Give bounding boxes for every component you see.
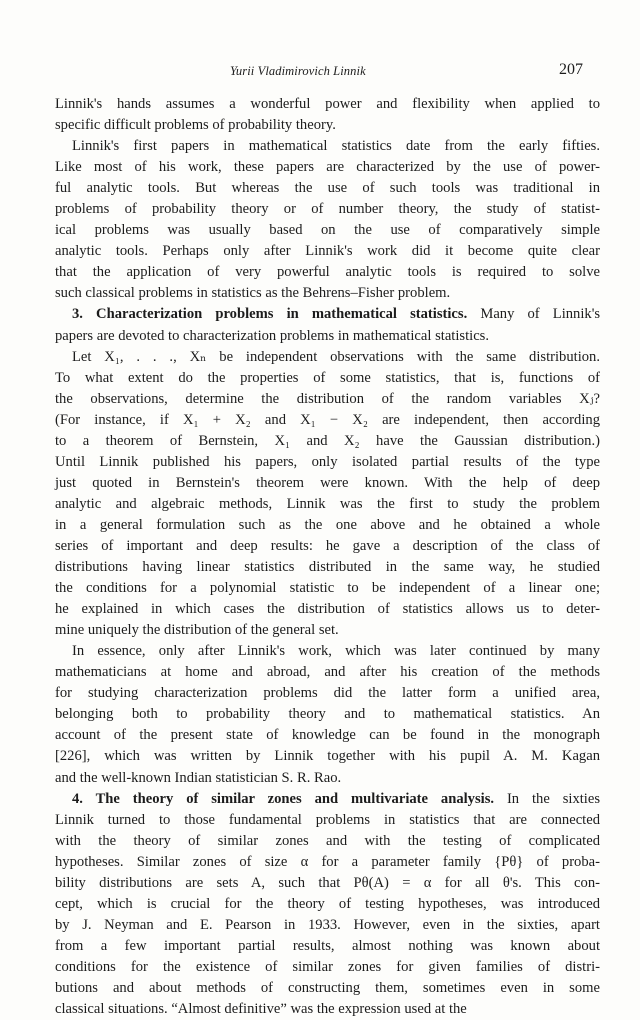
line-text: Like most of his work, these papers are characterized by the use of power-	[55, 159, 600, 176]
line-text: Many of Linnik's	[467, 306, 601, 323]
page-header	[230, 60, 583, 82]
line-text: papers are devoted to characterization problems in mathematical statistics.	[55, 327, 489, 344]
line-text: with the theory of similar zones and with the testing of complicated	[55, 832, 600, 849]
text-line	[55, 536, 600, 557]
text-line	[55, 599, 600, 620]
line-text: distributions having linear statistics distributed in the same way, he studied	[55, 559, 600, 576]
text-line	[55, 936, 600, 957]
line-text: To what extent do the properties of some statistics, that is, functions of	[55, 369, 600, 386]
line-text: such classical problems in statistics as the Behrens–Fisher problem.	[55, 285, 451, 302]
text-line	[55, 915, 600, 936]
line-text: he explained in which cases the distribution of statistics allows us to deter-	[55, 601, 600, 618]
text-line	[55, 662, 600, 683]
text-line	[55, 136, 600, 157]
section-heading: 4. The theory of similar zones and multivariate analysis.	[72, 790, 495, 807]
line-text: Linnik's first papers in mathematical statistics date from the early fifties.	[72, 138, 600, 155]
text-line	[55, 115, 600, 136]
line-text: mine uniquely the distribution of the general set.	[55, 622, 339, 639]
line-text: analytic and algebraic methods, Linnik was the first to study the problem	[55, 495, 600, 512]
line-text: butions and about methods of constructing them, sometimes even in some	[55, 979, 600, 996]
text-line	[55, 789, 600, 810]
line-text: for studying characterization problems did the latter form a unified area,	[55, 685, 600, 702]
text-line	[55, 957, 600, 978]
text-line	[55, 746, 600, 767]
line-text: bility distributions are sets A, such that Pθ(A) = α for all θ's. This con-	[55, 874, 600, 891]
text-line	[55, 389, 600, 410]
line-text: Linnik turned to those fundamental problems in statistics that are connected	[55, 811, 600, 828]
line-text: from a few important partial results, almost nothing was known about	[55, 937, 600, 954]
text-line	[55, 704, 600, 725]
line-text: mathematicians at home and abroad, and after his creation of the methods	[55, 664, 600, 681]
text-line	[55, 410, 600, 431]
text-line	[55, 515, 600, 536]
line-text: Let X₁, . . ., Xₙ be independent observations with the same distribution.	[72, 348, 600, 365]
text-line	[55, 304, 600, 325]
text-line	[55, 220, 600, 241]
line-text: series of important and deep results: he gave a description of the class of	[55, 537, 600, 554]
page-number: 207	[559, 61, 583, 78]
text-line	[55, 768, 600, 789]
line-text: the observations, determine the distribution of the random variables Xⱼ?	[55, 390, 600, 407]
text-line	[55, 157, 600, 178]
line-text: the conditions for a polynomial statistic to be independent of a linear one;	[55, 580, 600, 597]
line-text: account of the present state of knowledge can be found in the monograph	[55, 727, 600, 744]
line-text: problems of probability theory or of number theory, the study of statist-	[55, 201, 600, 218]
text-line	[55, 199, 600, 220]
line-text: In the sixties	[494, 790, 601, 807]
text-line	[55, 620, 600, 641]
line-text: Until Linnik published his papers, only isolated partial results of the type	[55, 453, 600, 470]
line-text: belonging both to probability theory and to mathematical statistics. An	[55, 706, 600, 723]
line-text: analytic tools. Perhaps only after Linnik's work did it become quite clear	[55, 243, 600, 260]
line-text: Linnik's hands assumes a wonderful power and flexibility when applied to	[55, 96, 600, 112]
line-text: ful analytic tools. But whereas the use of such tools was traditional in	[55, 180, 600, 197]
text-line	[55, 557, 600, 578]
text-line	[55, 641, 600, 662]
line-text: In essence, only after Linnik's work, which was later continued by many	[72, 643, 600, 660]
line-text: to a theorem of Bernstein, X₁ and X₂ have the Gaussian distribution.)	[55, 432, 600, 449]
text-line	[55, 178, 600, 199]
text-line	[55, 452, 600, 473]
text-line	[55, 431, 600, 452]
line-text: conditions for the existence of similar zones for given families of distri-	[55, 958, 600, 975]
text-line	[55, 326, 600, 347]
text-line	[55, 262, 600, 283]
text-line	[55, 494, 600, 515]
text-line	[55, 368, 600, 389]
line-text: classical situations. “Almost definitive” was the expression used at the	[55, 1001, 467, 1018]
line-text: specific difficult problems of probability theory.	[55, 117, 336, 134]
text-line	[55, 810, 600, 831]
line-text: hypotheses. Similar zones of size α for a parameter family {Pθ} of proba-	[55, 853, 600, 870]
running-title: Yurii Vladimirovich Linnik	[230, 64, 366, 78]
line-text: that the application of very powerful analytic tools is required to solve	[55, 264, 600, 281]
text-line	[55, 978, 600, 999]
line-text: in a general formulation such as the one above and he obtained a whole	[55, 516, 600, 533]
text-line	[55, 683, 600, 704]
body-text	[55, 94, 600, 1020]
text-line	[55, 831, 600, 852]
line-text: just quoted in Bernstein's theorem were known. With the help of deep	[55, 474, 600, 491]
line-text: by J. Neyman and E. Pearson in 1933. However, even in the sixties, apart	[55, 916, 600, 933]
text-line	[55, 578, 600, 599]
text-line	[55, 873, 600, 894]
text-line	[55, 241, 600, 262]
text-line	[55, 725, 600, 746]
section-heading: 3. Characterization problems in mathematical statistics.	[72, 306, 468, 323]
text-line	[55, 894, 600, 915]
line-text: cept, which is crucial for the theory of testing hypotheses, was introduced	[55, 895, 600, 912]
line-text: ical problems was usually based on the use of comparatively simple	[55, 222, 600, 239]
text-line	[55, 283, 600, 304]
text-line	[55, 347, 600, 368]
text-line	[55, 852, 600, 873]
text-line	[55, 94, 600, 115]
text-line	[55, 473, 600, 494]
line-text: [226], which was written by Linnik together with his pupil A. M. Kagan	[55, 748, 600, 765]
line-text: (For instance, if X₁ + X₂ and X₁ − X₂ are independent, then according	[55, 411, 600, 428]
line-text: and the well-known Indian statistician S. R. Rao.	[55, 769, 342, 786]
